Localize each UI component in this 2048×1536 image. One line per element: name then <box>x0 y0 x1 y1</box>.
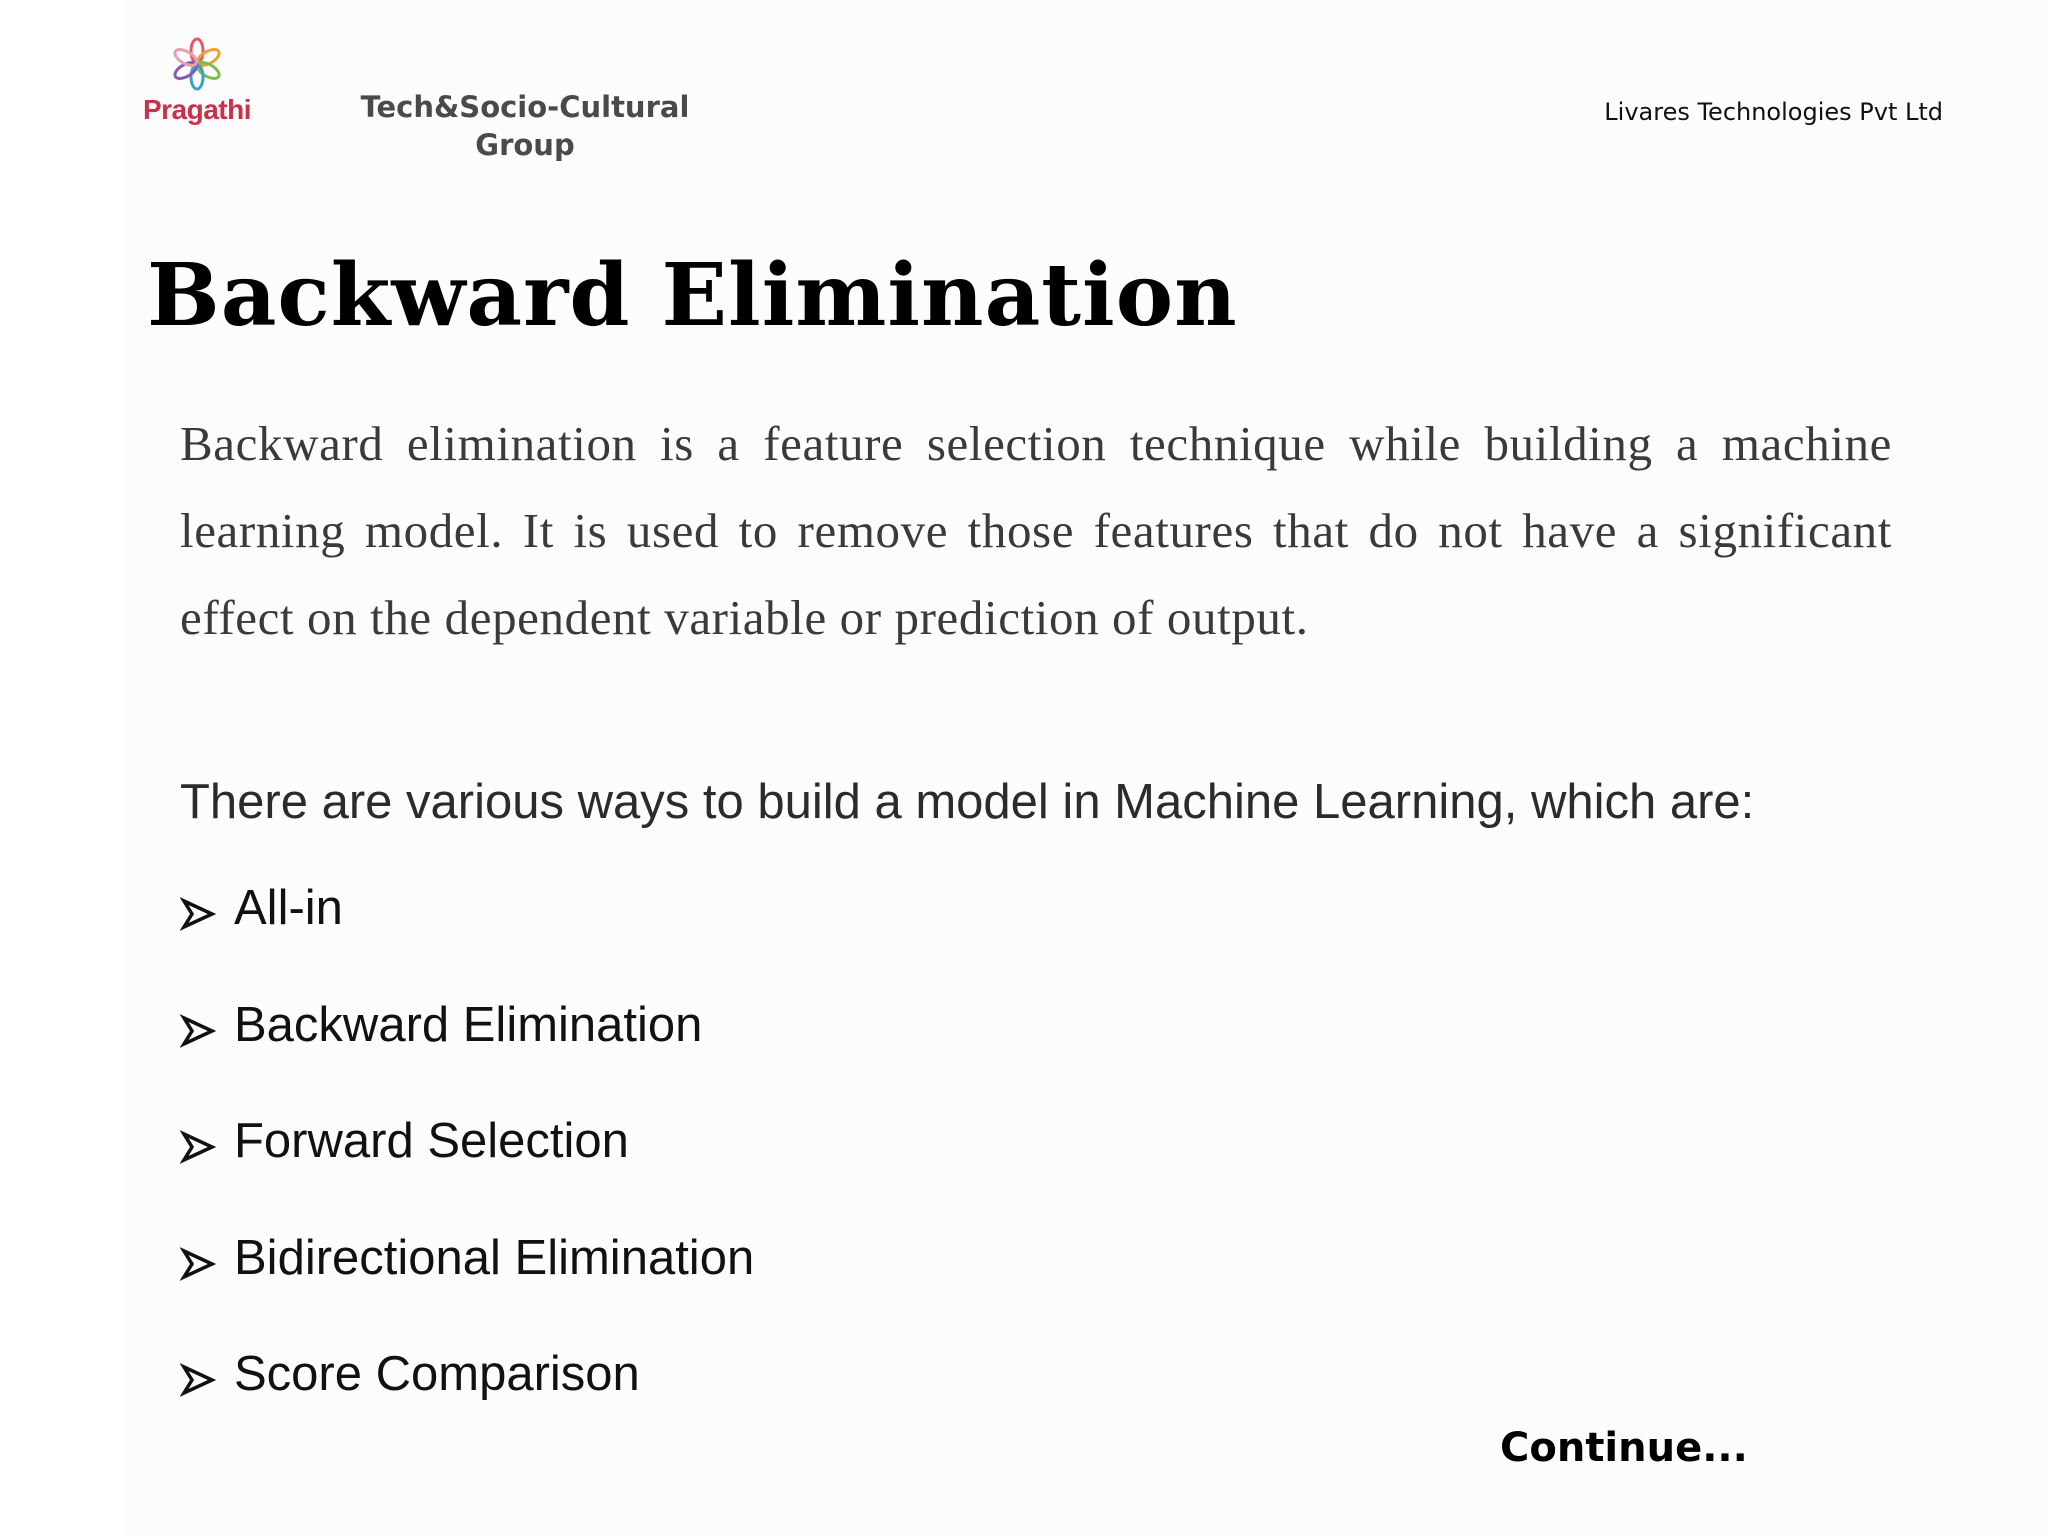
list-item-label: Bidirectional Elimination <box>234 1230 755 1285</box>
continue-label: Continue... <box>1500 1425 1748 1471</box>
list-item-label: Backward Elimination <box>234 997 703 1052</box>
list-item <box>180 1113 754 1230</box>
slide-title: Backward Elimination <box>147 245 1238 346</box>
list-item <box>180 997 754 1114</box>
list-item <box>180 880 754 997</box>
list-item-label: Score Comparison <box>234 1347 640 1401</box>
list-item <box>180 1230 754 1347</box>
list-item-label: Forward Selection <box>234 1114 629 1168</box>
flower-logo-icon <box>164 34 230 94</box>
arrow-bullet-icon <box>180 1113 234 1177</box>
arrow-bullet-icon <box>180 880 234 944</box>
intro-text: There are various ways to build a model in Machine Learning, which are: <box>180 775 1755 829</box>
list-item <box>180 1346 754 1463</box>
methods-list <box>180 880 754 1463</box>
group-name <box>340 88 710 164</box>
pragathi-logo <box>132 34 262 134</box>
arrow-bullet-icon <box>180 1346 234 1410</box>
company-name: Livares Technologies Pvt Ltd <box>1604 98 1943 126</box>
arrow-bullet-icon <box>180 1230 234 1294</box>
group-name-line2: Group <box>475 128 575 162</box>
list-item-label: All-in <box>234 881 343 935</box>
definition-paragraph: Backward elimination is a feature selection technique while building a machine learning model. It is used to remove those features that do not have a significant effect on the dependent variable or prediction of output. <box>180 416 1892 645</box>
group-name-line1: Tech&Socio-Cultural <box>360 90 690 124</box>
arrow-bullet-icon <box>180 997 234 1061</box>
logo-text: Pragathi <box>142 94 252 125</box>
